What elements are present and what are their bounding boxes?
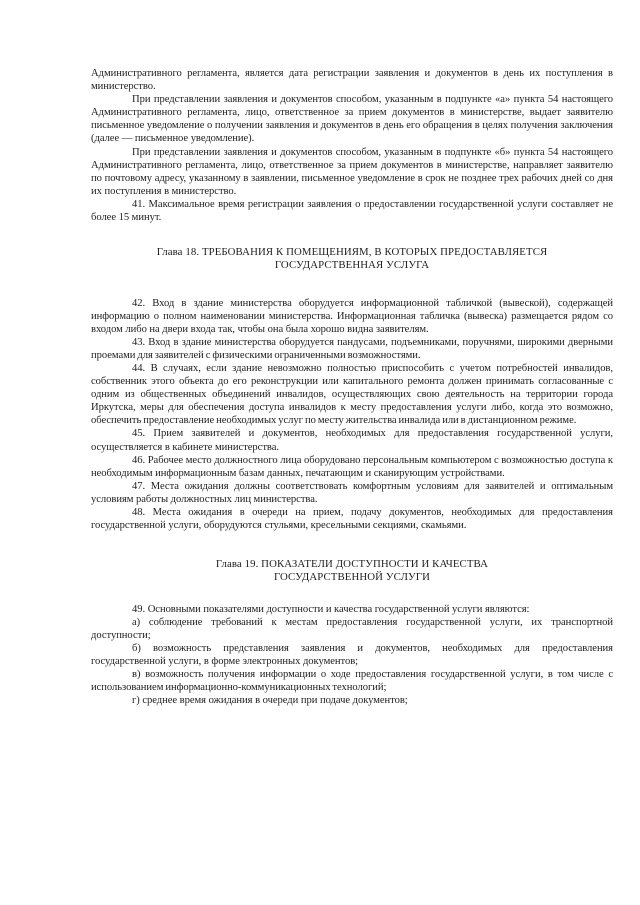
list-item-b: б) возможность представления заявления и документов, необходимых для предоставления государственной услуги, в форме электронных документов; [91, 642, 613, 667]
chapter-18-heading-line-2: ГОСУДАРСТВЕННАЯ УСЛУГА [274, 259, 430, 272]
list-item-a: а) соблюдение требований к местам предоставления государственной услуги, их транспортной доступности; [91, 616, 613, 641]
paragraph: Административного регламента, является дата регистрации заявления и документов в день их поступления в министерство. [91, 68, 613, 93]
paragraph-47: 47. Места ожидания должны соответствовать комфортным условиям для заявителей и оптимальным условиям работы должностных лиц министерства. [91, 480, 613, 505]
paragraph: При представлении заявления и документов способом, указанным в подпункте «а» пункта 54 настоящего Административного регламента, лицо, ответственное за прием документов в министерстве, выдает заявителю письменное уведомление о получении заявления и документов в день его обращения в целях получения заключения (далее — письменное уведомление). [91, 94, 613, 145]
paragraph-49: 49. Основными показателями доступности и качества государственной услуги являются: [132, 603, 530, 615]
chapter-18-heading [91, 246, 613, 272]
paragraph: При представлении заявления и документов способом, указанным в подпункте «б» пункта 54 настоящего Административного регламента, лицо, ответственное за прием документов в министерстве, направляет заявителю по почтовому адресу, указанному в заявлении, письменное уведомление в срок не позднее трех рабочих дней со дня их поступления в министерство. [91, 146, 613, 197]
list-item-g: г) среднее время ожидания в очереди при подаче документов; [132, 695, 408, 707]
chapter-19-heading-line-1: Глава 19. ПОКАЗАТЕЛИ ДОСТУПНОСТИ И КАЧЕСТВА [215, 558, 489, 571]
list-item-v: в) возможность получения информации о ходе предоставления государственной услуги, в том числе с использованием информационно-коммуникационных технологий; [91, 669, 613, 694]
paragraph-46: 46. Рабочее место должностного лица оборудовано персональным компьютером с возможностью доступа к необходимым информационным базам данных, печатающим и сканирующим устройствами. [91, 454, 613, 479]
document-body [91, 67, 613, 707]
chapter-19-heading [91, 558, 613, 584]
paragraph-43: 43. Вход в здание министерства оборудуется пандусами, подъемниками, поручнями, широкими дверными проемами для заявителей с физическими ограниченными возможностями. [91, 336, 613, 361]
paragraph-44: 44. В случаях, если здание невозможно полностью приспособить с учетом потребностей инвалидов, собственник этого объекта до его реконструкции или капитального ремонта должен принимать согласованные с одним из общественных объединений инвалидов, осуществляющих свою деятельность на территории города Иркутска, меры для обеспечения доступа инвалидов к месту предоставления услуги либо, когда это возможно, обеспечить предоставление необходимых услуг по месту жительства инвалида или в дистанционном режиме. [91, 363, 613, 427]
paragraph: 41. Максимальное время регистрации заявления о предоставлении государственной услуги составляет не более 15 минут. [91, 198, 613, 224]
chapter-19-heading-line-2: ГОСУДАРСТВЕННОЙ УСЛУГИ [273, 571, 431, 584]
paragraph-45: 45. Прием заявителей и документов, необходимых для предоставления государственной услуги, осуществляется в кабинете министерства. [91, 428, 613, 453]
paragraph-48: 48. Места ожидания в очереди на прием, подачу документов, необходимых для предоставления государственной услуги, оборудуются стульями, кресельными секциями, скамьями. [91, 507, 613, 532]
paragraph-42: 42. Вход в здание министерства оборудуется информационной табличкой (вывеской), содержащей информацию о полном наименовании министерства. Информационная табличка (вывеска) размещается рядом со входом либо на двери входа так, чтобы она была хорошо видна заявителям. [91, 297, 613, 335]
chapter-18-heading-line-1: Глава 18. ТРЕБОВАНИЯ К ПОМЕЩЕНИЯМ, В КОТОРЫХ ПРЕДОСТАВЛЯЕТСЯ [156, 246, 548, 259]
